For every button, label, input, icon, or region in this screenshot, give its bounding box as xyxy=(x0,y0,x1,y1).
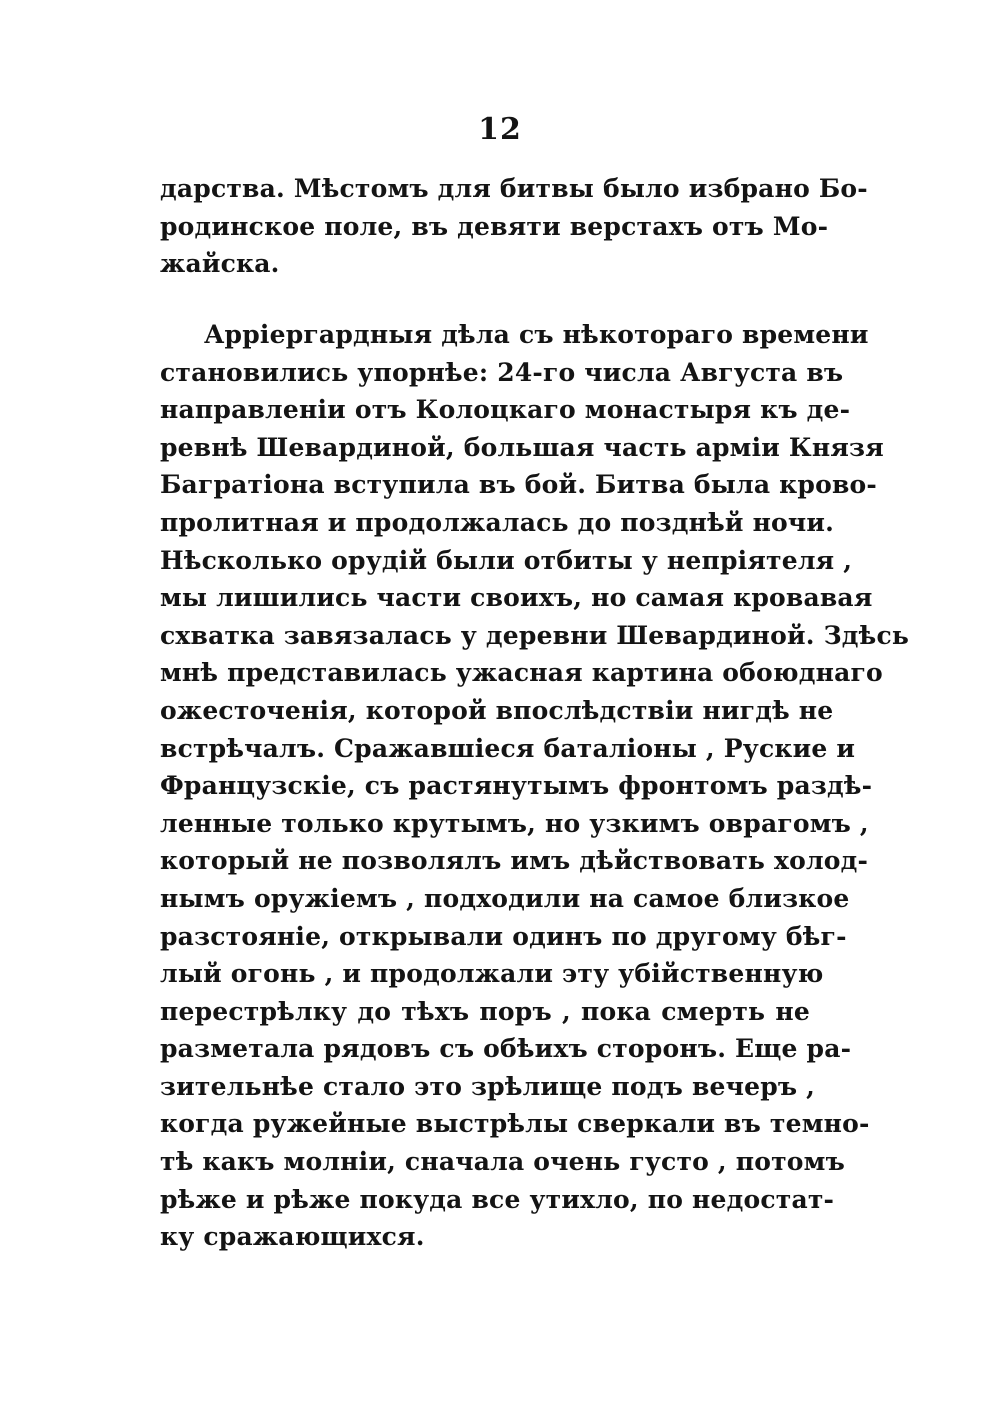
text-line: пролитная и продолжалась до позднѣй ночи. xyxy=(160,507,835,537)
paragraph-1 xyxy=(160,170,868,283)
text-line: разстояніе, открывали одинъ по другому бѣг- xyxy=(160,921,847,951)
text-line: мы лишились части своихъ, но самая кровавая xyxy=(160,583,873,613)
text-line: Багратіона вступила въ бой. Битва была крово- xyxy=(160,470,877,500)
text-line: ожесточенія, которой впослѣдствіи нигдѣ не xyxy=(160,695,834,725)
text-line: жайска. xyxy=(160,249,280,279)
text-line: тѣ какъ молніи, сначала очень густо , потомъ xyxy=(160,1147,845,1177)
text-line: разметала рядовъ съ обѣихъ сторонъ. Еще ра- xyxy=(160,1034,852,1064)
text-line: который не позволялъ имъ дѣйствовать холод- xyxy=(160,846,869,876)
text-line: рѣже и рѣже покуда все утихло, по недостат- xyxy=(160,1184,835,1214)
text-line: когда ружейные выстрѣлы сверкали въ темно- xyxy=(160,1109,870,1139)
text-line: родинское поле, въ девяти верстахъ отъ Мо- xyxy=(160,211,829,241)
text-line: ревнѣ Шевардиной, большая часть арміи Князя xyxy=(160,432,884,462)
text-line: Нѣсколько орудій были отбиты у непріятеля , xyxy=(160,545,853,575)
text-line: становились упорнѣе: 24-го числа Августа въ xyxy=(160,357,844,387)
text-line: встрѣчалъ. Сражавшіеся баталіоны , Руские и xyxy=(160,733,856,763)
text-line: ленные только крутымъ, но узкимъ оврагомъ , xyxy=(160,808,869,838)
text-line: зительнѣе стало это зрѣлище подъ вечеръ , xyxy=(160,1071,816,1101)
text-line: Французскіе, съ растянутымъ фронтомъ раздѣ- xyxy=(160,771,873,801)
text-line: нымъ оружіемъ , подходили на самое близкое xyxy=(160,883,850,913)
text-line: мнѣ представилась ужасная картина обоюднаго xyxy=(160,658,883,688)
text-line: перестрѣлку до тѣхъ поръ , пока смерть не xyxy=(160,996,810,1026)
text-line: схватка завязалась у деревни Шевардиной. Здѣсь xyxy=(160,620,910,650)
text-line: направленіи отъ Колоцкаго монастыря къ де- xyxy=(160,395,851,425)
text-line: дарства. Мѣстомъ для битвы было избрано Бо- xyxy=(160,174,868,203)
text-line: Арріергардныя дѣла съ нѣкотораго времени xyxy=(204,320,869,349)
text-line: лый огонь , и продолжали эту убійственную xyxy=(160,959,824,989)
text-line: ку сражающихся. xyxy=(160,1222,425,1252)
paragraph-2 xyxy=(160,316,910,1256)
page-number: 12 xyxy=(478,112,522,147)
